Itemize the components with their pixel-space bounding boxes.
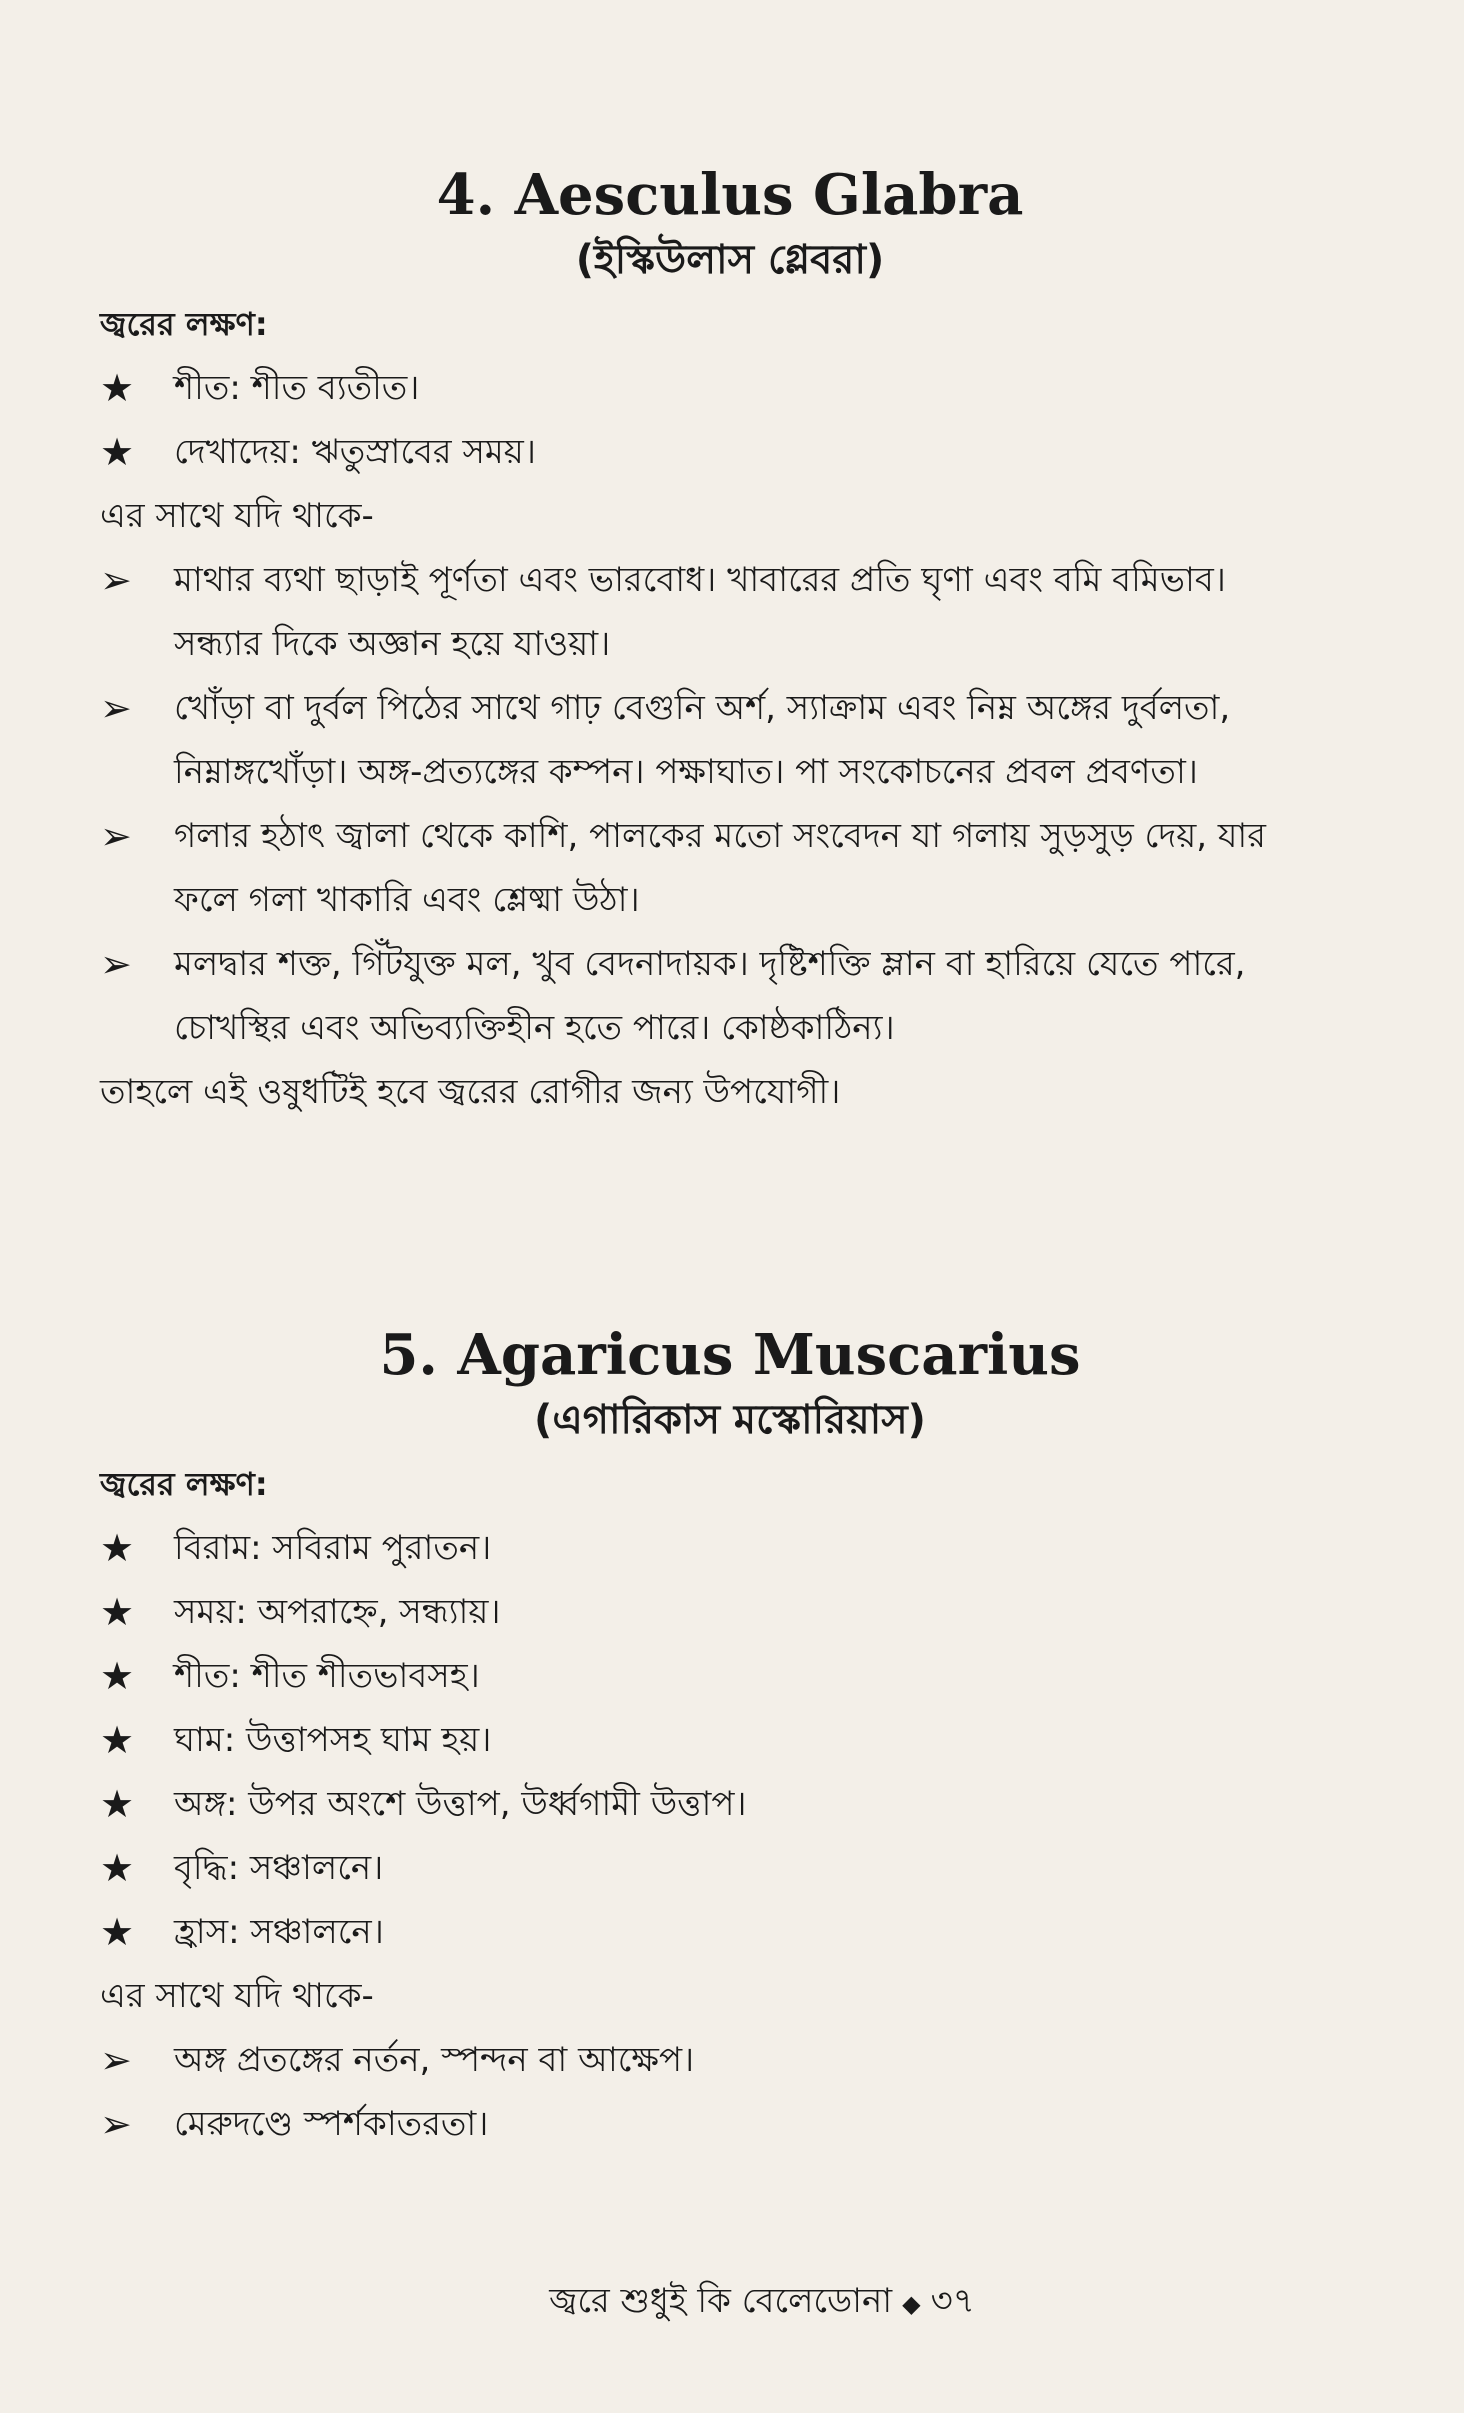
list-item (100, 1644, 1300, 1708)
list-item (100, 1708, 1300, 1772)
symptom-list (100, 1516, 1300, 1964)
list-item (100, 1900, 1300, 1964)
arrow-icon: ➢ (100, 942, 132, 986)
list-item-text: সময়: অপরাহ্নে, সন্ধ্যায়। (174, 1592, 501, 1632)
star-icon: ★ (100, 430, 135, 474)
diamond-icon: ◆ (902, 2290, 921, 2318)
star-icon: ★ (100, 1846, 135, 1890)
list-item-text: শীত: শীত শীতভাবসহ। (174, 1656, 480, 1696)
star-icon: ★ (100, 1782, 135, 1826)
remedy-title: 5. Agaricus Muscarius (379, 1322, 1081, 1388)
symptoms-label: জ্বরের লক্ষণ: (100, 305, 268, 343)
list-item (100, 2092, 1300, 2156)
list-item (100, 932, 1300, 1060)
list-item-text: মলদ্বার শক্ত, গিঁটযুক্ত মল, খুব বেদনাদায়ক। দৃষ্টিশক্তি ম্লান বা হারিয়ে যেতে পারে, চোখস্থির এবং অভিব্যক্তিহীন হতে পারে। কোষ্ঠকাঠিন্য। (174, 944, 1246, 1048)
remedy-subtitle: (এগারিকাস মস্কোরিয়াস) (534, 1397, 926, 1443)
arrow-icon: ➢ (100, 814, 132, 858)
list-item (100, 548, 1300, 676)
star-icon: ★ (100, 1590, 135, 1634)
star-icon: ★ (100, 1654, 135, 1698)
list-item (100, 1772, 1300, 1836)
if-present-label: এর সাথে যদি থাকে- (100, 496, 374, 536)
list-item (100, 1836, 1300, 1900)
list-item (100, 420, 1300, 484)
list-item-text: অঙ্গ প্রতঙ্গের নর্তন, স্পন্দন বা আক্ষেপ। (174, 2040, 695, 2080)
remedy-section-agaricus (100, 1320, 1300, 2156)
if-present-label: এর সাথে যদি থাকে- (100, 1976, 374, 2016)
list-item-text: খোঁড়া বা দুর্বল পিঠের সাথে গাঢ় বেগুনি অর্শ, স্যাক্রাম এবং নিম্ন অঙ্গের দুর্বলতা, নিম্নাঙ্গখোঁড়া। অঙ্গ-প্রত্যঙ্গের কম্পন। পক্ষাঘাত। পা সংকোচনের প্রবল প্রবণতা। (174, 688, 1231, 792)
list-item-text: ঘাম: উত্তাপসহ ঘাম হয়। (174, 1720, 492, 1760)
book-title: জ্বরে শুধুই কি বেলেডোনা (549, 2281, 893, 2321)
arrow-icon: ➢ (100, 2038, 132, 2082)
list-item-text: মাথার ব্যথা ছাড়াই পূর্ণতা এবং ভারবোধ। খাবারের প্রতি ঘৃণা এবং বমি বমিভাব। সন্ধ্যার দিকে অজ্ঞান হয়ে যাওয়া। (174, 560, 1226, 664)
conclusion-text: তাহলে এই ওষুধটিই হবে জ্বরের রোগীর জন্য উপযোগী। (100, 1072, 841, 1112)
star-icon: ★ (100, 1718, 135, 1762)
list-item (100, 676, 1300, 804)
list-item (100, 1580, 1300, 1644)
star-icon: ★ (100, 1910, 135, 1954)
remedy-section-aesculus (100, 160, 1300, 1124)
associated-symptom-list (100, 2028, 1300, 2156)
symptoms-label: জ্বরের লক্ষণ: (100, 1465, 268, 1503)
list-item (100, 804, 1300, 932)
arrow-icon: ➢ (100, 686, 132, 730)
list-item-text: গলার হঠাৎ জ্বালা থেকে কাশি, পালকের মতো সংবেদন যা গলায় সুড়সুড় দেয়, যার ফলে গলা খাকারি এবং শ্লেষ্মা উঠা। (174, 816, 1266, 920)
remedy-subtitle: (ইস্কিউলাস গ্লেবরা) (575, 237, 885, 283)
symptom-list (100, 356, 1300, 484)
list-item-text: বিরাম: সবিরাম পুরাতন। (174, 1528, 492, 1568)
page-number: ৩৭ (930, 2281, 975, 2321)
list-item-text: শীত: শীত ব্যতীত। (174, 368, 420, 408)
list-item-text: দেখাদেয়: ঋতুস্রাবের সময়। (174, 432, 536, 472)
list-item-text: মেরুদণ্ডে স্পর্শকাতরতা। (174, 2104, 489, 2144)
page-footer (0, 2275, 1464, 2332)
list-item (100, 356, 1300, 420)
arrow-icon: ➢ (100, 2102, 132, 2146)
list-item-text: বৃদ্ধি: সঞ্চালনে। (174, 1848, 384, 1888)
associated-symptom-list (100, 548, 1300, 1060)
list-item (100, 1516, 1300, 1580)
star-icon: ★ (100, 1526, 135, 1570)
arrow-icon: ➢ (100, 558, 132, 602)
list-item-text: হ্রাস: সঞ্চালনে। (174, 1912, 384, 1952)
list-item-text: অঙ্গ: উপর অংশে উত্তাপ, উর্ধ্বগামী উত্তাপ। (174, 1784, 747, 1824)
star-icon: ★ (100, 366, 135, 410)
remedy-title: 4. Aesculus Glabra (436, 162, 1024, 228)
list-item (100, 2028, 1300, 2092)
